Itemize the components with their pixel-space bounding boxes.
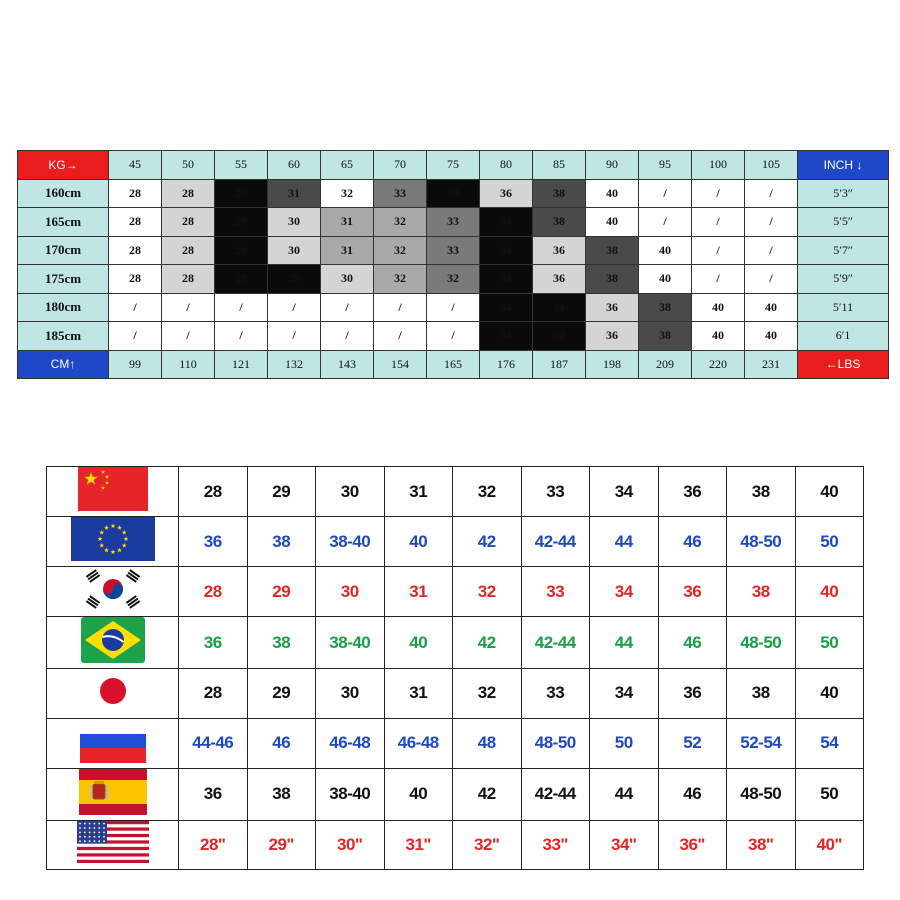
- kg-value: 90: [586, 151, 639, 180]
- size-value: 38-40: [316, 517, 385, 567]
- size-cell: /: [374, 322, 427, 351]
- size-value: 46-48: [384, 718, 453, 768]
- size-value: 44-46: [179, 718, 248, 768]
- size-value: 42-44: [521, 768, 590, 820]
- size-value: 46: [247, 718, 316, 768]
- kg-value: 75: [427, 151, 480, 180]
- size-cell: 34: [533, 322, 586, 351]
- size-cell: /: [745, 265, 798, 294]
- size-value: 48-50: [727, 768, 796, 820]
- size-cell: 38: [586, 236, 639, 265]
- size-value: 34": [590, 820, 659, 870]
- lbs-value: 143: [321, 350, 374, 379]
- size-cell: 40: [586, 179, 639, 208]
- kg-header-row: [18, 151, 889, 180]
- size-value: 30: [316, 567, 385, 617]
- size-cell: 40: [639, 236, 692, 265]
- lbs-value: 121: [215, 350, 268, 379]
- lbs-value: 110: [162, 350, 215, 379]
- cm-value: 185cm: [18, 322, 109, 351]
- inch-value: 5′9″: [798, 265, 889, 294]
- size-cell: 28: [162, 208, 215, 237]
- size-cell: 38: [533, 179, 586, 208]
- size-cell: /: [109, 322, 162, 351]
- height-row: [18, 265, 889, 294]
- country-row: [47, 669, 864, 719]
- size-value: 34: [590, 567, 659, 617]
- size-cell: 28: [109, 236, 162, 265]
- korea-flag: [83, 567, 143, 616]
- flag-cell: [47, 768, 179, 820]
- size-cell: 40: [745, 293, 798, 322]
- size-value: 42-44: [521, 517, 590, 567]
- size-value: 33: [521, 467, 590, 517]
- size-value: 30: [316, 669, 385, 719]
- size-cell: 38: [639, 322, 692, 351]
- size-cell: /: [268, 322, 321, 351]
- size-value: 50: [795, 517, 864, 567]
- size-cell: 38: [533, 208, 586, 237]
- size-cell: /: [692, 236, 745, 265]
- size-value: 38: [727, 567, 796, 617]
- cm-value: 165cm: [18, 208, 109, 237]
- size-value: 36: [658, 467, 727, 517]
- size-cell: /: [215, 293, 268, 322]
- size-value: 31": [384, 820, 453, 870]
- kg-label: KG→: [18, 151, 109, 180]
- size-cell: 32: [374, 265, 427, 294]
- kg-value: 105: [745, 151, 798, 180]
- size-cell: 34: [533, 293, 586, 322]
- size-value: 42: [453, 768, 522, 820]
- size-value: 33: [521, 669, 590, 719]
- size-value: 32: [453, 669, 522, 719]
- size-value: 29: [247, 467, 316, 517]
- size-cell: 40: [745, 322, 798, 351]
- kg-value: 60: [268, 151, 321, 180]
- size-cell: 28: [109, 265, 162, 294]
- size-cell: /: [427, 293, 480, 322]
- size-value: 34: [590, 669, 659, 719]
- size-value: 42-44: [521, 617, 590, 669]
- size-value: 38-40: [316, 617, 385, 669]
- size-value: 36: [179, 768, 248, 820]
- flag-cell: [47, 617, 179, 669]
- size-value: 28": [179, 820, 248, 870]
- size-cell: 33: [427, 236, 480, 265]
- size-cell: 34: [480, 208, 533, 237]
- size-value: 40: [384, 768, 453, 820]
- size-value: 38: [727, 467, 796, 517]
- size-value: 31: [384, 567, 453, 617]
- size-cell: 28: [162, 179, 215, 208]
- size-cell: 36: [586, 293, 639, 322]
- size-cell: 38: [586, 265, 639, 294]
- size-value: 29": [247, 820, 316, 870]
- kg-value: 45: [109, 151, 162, 180]
- size-value: 40": [795, 820, 864, 870]
- size-cell: 34: [427, 179, 480, 208]
- size-cell: 40: [692, 322, 745, 351]
- size-value: 52: [658, 718, 727, 768]
- kg-value: 80: [480, 151, 533, 180]
- size-value: 32: [453, 567, 522, 617]
- size-value: 34: [590, 467, 659, 517]
- size-value: 44: [590, 617, 659, 669]
- size-value: 28: [179, 567, 248, 617]
- size-cell: 32: [321, 179, 374, 208]
- size-value: 29: [247, 567, 316, 617]
- size-cell: 31: [321, 208, 374, 237]
- inch-value: 5′11: [798, 293, 889, 322]
- size-cell: /: [745, 208, 798, 237]
- size-cell: /: [692, 208, 745, 237]
- size-value: 50: [590, 718, 659, 768]
- inch-label: INCH ↓: [798, 151, 889, 180]
- size-cell: 29: [215, 208, 268, 237]
- flag-cell: [47, 820, 179, 870]
- flag-cell: [47, 517, 179, 567]
- size-value: 44: [590, 517, 659, 567]
- kg-value: 65: [321, 151, 374, 180]
- size-value: 48-50: [727, 617, 796, 669]
- size-cell: 31: [321, 236, 374, 265]
- size-cell: 30: [268, 208, 321, 237]
- size-value: 38: [247, 617, 316, 669]
- size-cell: 34: [480, 322, 533, 351]
- country-row: [47, 718, 864, 768]
- lbs-value: 198: [586, 350, 639, 379]
- size-value: 40: [384, 617, 453, 669]
- size-cell: 34: [480, 293, 533, 322]
- country-row: [47, 820, 864, 870]
- size-cell: 29: [268, 265, 321, 294]
- size-cell: 34: [480, 236, 533, 265]
- country-row: [47, 768, 864, 820]
- size-value: 31: [384, 669, 453, 719]
- lbs-value: 220: [692, 350, 745, 379]
- size-cell: 28: [109, 208, 162, 237]
- size-cell: /: [374, 293, 427, 322]
- size-value: 31: [384, 467, 453, 517]
- lbs-value: 165: [427, 350, 480, 379]
- weight-height-size-table: [17, 150, 889, 379]
- lbs-footer-row: [18, 350, 889, 379]
- country-row: [47, 617, 864, 669]
- size-cell: 32: [427, 265, 480, 294]
- lbs-value: 231: [745, 350, 798, 379]
- size-value: 38: [247, 768, 316, 820]
- cm-value: 180cm: [18, 293, 109, 322]
- lbs-value: 187: [533, 350, 586, 379]
- size-value: 46-48: [316, 718, 385, 768]
- kg-value: 100: [692, 151, 745, 180]
- lbs-value: 132: [268, 350, 321, 379]
- size-value: 48-50: [727, 517, 796, 567]
- size-value: 36: [179, 517, 248, 567]
- brazil-flag: [81, 617, 145, 668]
- size-value: 40: [384, 517, 453, 567]
- size-value: 42: [453, 617, 522, 669]
- size-cell: 40: [692, 293, 745, 322]
- size-value: 40: [795, 567, 864, 617]
- eu-flag: [71, 517, 155, 566]
- lbs-value: 99: [109, 350, 162, 379]
- lbs-label: ←LBS: [798, 350, 889, 379]
- size-value: 29: [247, 669, 316, 719]
- kg-value: 50: [162, 151, 215, 180]
- size-cell: /: [215, 322, 268, 351]
- size-value: 42: [453, 517, 522, 567]
- size-cell: /: [268, 293, 321, 322]
- size-cell: /: [692, 179, 745, 208]
- lbs-value: 176: [480, 350, 533, 379]
- flag-cell: [47, 467, 179, 517]
- country-row: [47, 517, 864, 567]
- size-value: 36: [179, 617, 248, 669]
- size-cell: /: [109, 293, 162, 322]
- japan-flag: [93, 671, 133, 716]
- size-value: 50: [795, 617, 864, 669]
- size-cell: 29: [215, 236, 268, 265]
- inch-value: 5′7″: [798, 236, 889, 265]
- cm-value: 175cm: [18, 265, 109, 294]
- height-row: [18, 179, 889, 208]
- size-cell: 34: [480, 265, 533, 294]
- size-cell: 32: [374, 208, 427, 237]
- size-value: 30": [316, 820, 385, 870]
- spain-flag: [79, 769, 147, 820]
- flag-cell: [47, 718, 179, 768]
- size-cell: /: [692, 265, 745, 294]
- size-value: 28: [179, 467, 248, 517]
- size-cell: 28: [162, 265, 215, 294]
- size-cell: 28: [109, 179, 162, 208]
- size-value: 36": [658, 820, 727, 870]
- height-row: [18, 208, 889, 237]
- cm-value: 160cm: [18, 179, 109, 208]
- height-row: [18, 236, 889, 265]
- size-value: 52-54: [727, 718, 796, 768]
- inch-value: 5′3″: [798, 179, 889, 208]
- size-value: 33: [521, 567, 590, 617]
- size-value: 38": [727, 820, 796, 870]
- height-row: [18, 293, 889, 322]
- size-cell: 33: [427, 208, 480, 237]
- size-cell: /: [162, 293, 215, 322]
- size-value: 38: [727, 669, 796, 719]
- size-value: 38: [247, 517, 316, 567]
- size-cell: /: [639, 208, 692, 237]
- size-cell: 29: [215, 265, 268, 294]
- size-cell: /: [321, 293, 374, 322]
- size-cell: 33: [374, 179, 427, 208]
- size-value: 32: [453, 467, 522, 517]
- china-flag: [78, 467, 148, 516]
- size-value: 30: [316, 467, 385, 517]
- size-value: 44: [590, 768, 659, 820]
- size-cell: /: [162, 322, 215, 351]
- size-value: 33": [521, 820, 590, 870]
- size-value: 40: [795, 669, 864, 719]
- size-cell: 36: [480, 179, 533, 208]
- size-cell: 31: [268, 179, 321, 208]
- size-value: 48-50: [521, 718, 590, 768]
- size-cell: 36: [586, 322, 639, 351]
- height-row: [18, 322, 889, 351]
- size-cell: 29: [215, 179, 268, 208]
- size-value: 40: [795, 467, 864, 517]
- size-cell: /: [745, 179, 798, 208]
- kg-value: 95: [639, 151, 692, 180]
- lbs-value: 209: [639, 350, 692, 379]
- size-value: 38-40: [316, 768, 385, 820]
- size-value: 46: [658, 617, 727, 669]
- cm-label: CM↑: [18, 350, 109, 379]
- size-cell: 36: [533, 265, 586, 294]
- size-cell: 38: [639, 293, 692, 322]
- size-cell: 32: [374, 236, 427, 265]
- lbs-value: 154: [374, 350, 427, 379]
- size-value: 46: [658, 517, 727, 567]
- size-value: 36: [658, 669, 727, 719]
- kg-value: 55: [215, 151, 268, 180]
- inch-value: 5′5″: [798, 208, 889, 237]
- size-cell: /: [639, 179, 692, 208]
- size-value: 32": [453, 820, 522, 870]
- size-value: 28: [179, 669, 248, 719]
- russia-flag: [80, 719, 146, 768]
- inch-value: 6′1: [798, 322, 889, 351]
- size-cell: /: [321, 322, 374, 351]
- size-cell: /: [745, 236, 798, 265]
- flag-cell: [47, 567, 179, 617]
- size-cell: 30: [268, 236, 321, 265]
- kg-value: 70: [374, 151, 427, 180]
- size-cell: 40: [586, 208, 639, 237]
- size-value: 48: [453, 718, 522, 768]
- size-value: 36: [658, 567, 727, 617]
- size-cell: /: [427, 322, 480, 351]
- size-cell: 30: [321, 265, 374, 294]
- size-cell: 36: [533, 236, 586, 265]
- size-value: 46: [658, 768, 727, 820]
- size-cell: 28: [162, 236, 215, 265]
- kg-value: 85: [533, 151, 586, 180]
- usa-flag: [77, 821, 149, 868]
- size-value: 54: [795, 718, 864, 768]
- country-row: [47, 467, 864, 517]
- flag-cell: [47, 669, 179, 719]
- country-row: [47, 567, 864, 617]
- size-value: 50: [795, 768, 864, 820]
- international-size-table: [46, 466, 864, 870]
- size-cell: 40: [639, 265, 692, 294]
- cm-value: 170cm: [18, 236, 109, 265]
